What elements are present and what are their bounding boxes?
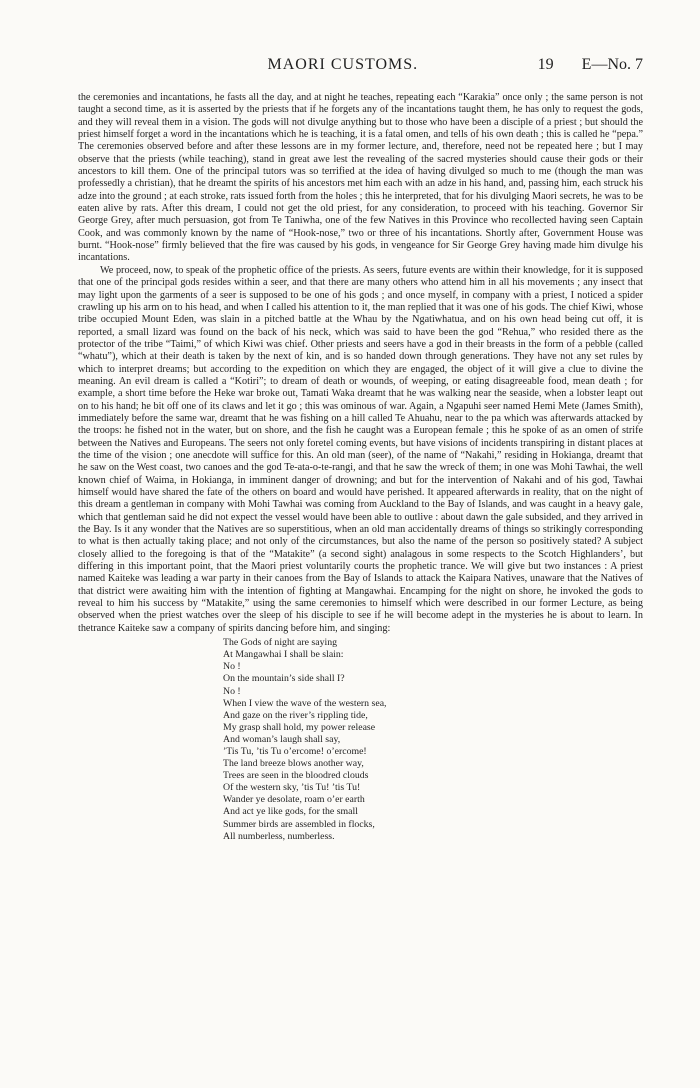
poem-line: Trees are seen in the bloodred clouds — [223, 770, 369, 782]
poem-line: And gaze on the river’s rippling tide, — [223, 709, 368, 721]
page-header — [78, 56, 643, 80]
poem-line: At Mangawhai I shall be slain: — [223, 649, 344, 661]
poem-line: No ! — [223, 661, 241, 673]
page-number: 19 — [537, 56, 554, 73]
poem-line: All numberless, numberless. — [223, 830, 335, 842]
body-text — [78, 92, 643, 635]
poem-line: Wander ye desolate, roam o’er earth — [223, 794, 365, 806]
poem-line: Summer birds are assembled in flocks, — [223, 818, 375, 830]
poem-line: Of the western sky, ’tis Tu! ’tis Tu! — [223, 782, 361, 794]
poem-line: No ! — [223, 685, 241, 697]
poem-line: And woman’s laugh shall say, — [223, 733, 341, 745]
poem-line: When I view the wave of the western sea, — [223, 697, 387, 709]
header-right — [538, 56, 643, 74]
poem-line: The land breeze blows another way, — [223, 758, 364, 770]
chant-poem — [223, 637, 643, 843]
paper-reference: E—No. 7 — [581, 56, 643, 73]
paragraph-2: We proceed, now, to speak of the prophetic office of the priests. As seers, future events are within their knowledge, for it is supposed that one of the principal gods resides within a seer, and that there are many others who attend him in all his movements ; any insect that may light upon the garments of a seer is supposed to be one of his gods ; and once myself, in company with a priest, I noticed a spider crawling up his arm on to his head, and when I called his attention to it, the man replied that it was one of his gods. The chief Kiwi, whose tribe occupied Mount Eden, was slain in a pitched battle at the Whau by the Ngatiwhatua, and on his own head being cut off, it is reported, a small lizard was found on the back of his neck, which was said to have been the god “Rehua,” who resided there as the protector of the tribe “Taimi,” of which Kiwi was chief. Other priests and seers have a god in their breasts in the form of a pebble (called “whatu”), which at their death is taken by the next of kin, and is so handed down through generations. They have not any set rules by which to interpret dreams; but according to the expedition on which they are engaged, the object of it will give a clue to divine the meaning. An evil dream is called a “Kotiri”; to dream of death or wounds, of weeping, or eating disagreeable food, mean death ; for example, a short time before the Heke war broke out, Tamati Waka dreamt that he was walking near the seaside, when a lobster leapt out on to his hand; he bit off one of its claws and let it go ; this was ominous of war. Again, a Ngapuhi seer named Hemi Mete (James Smith), immediately before the same war, dreamt that he was fishing on a hill called Te Ahuahu, near to the pa which was afterwards attacked by the troops: he fished not in the water, but on shore, and the fish he caught was a European female ; this he spoke of as an omen of strife between the Natives and Europeans. The seers not only foretel coming events, but have visions of incidents transpiring in distant places at the time of the vision ; one anecdote will suffice for this. An old man (seer), of the name of “Nakahi,” residing in Hokianga, dreamt that he saw on the West coast, two canoes and the god Te-ata-o-te-rangi, and that he saw the wreck of them; in one was Mohi Tawhai, the well known chief of Waima, in Hokianga, in imminent danger of drowning; and but for the intervention of Nakahi and of his god, Tawhai himself would have shared the fate of the others on board and would have perished. It appeared afterwards in reality, that on the night of this dream a gentleman in company with Mohi Tawhai was coming from Auckland to the Bay of Islands, and was caught in a heavy gale, which that gentleman said he did not expect the vessel would have been able to outlive : about dawn the gale subsided, and they arrived in the Bay. Is it any wonder that the Natives are so superstitious, when an old man accidentally dreams of things so strikingly corresponding to what is then actually taking place; and not only of the circumstances, but also the name of the person so positively stated? A subject closely allied to the foregoing is that of the “Matakite” (a second sight) analagous in some respects to the Scotch Highlanders’, but differing in this important point, that the Maori priest voluntarily courts the prophetic trance. We will give but two instances : A priest named Kaiteke was leading a war party in their canoes from the Bay of Islands to attack the Kaipara Natives, unaware that the Natives of that district were awaiting him with the intention of fighting at Mangawhai. Encamping for the night on shore, he invoked the gods to reveal to him his success by “Matakite,” using the same ceremonies to himself which were described in our former Lecture, as being observed when the priest watches over the sleep of his disciple to see if he will become adept in the mysteries he is about to learn. In thetrance Kaiteke saw a company of spirits dancing before him, and singing: — [78, 264, 643, 634]
document-page — [78, 56, 643, 843]
poem-line: The Gods of night are saying — [223, 637, 337, 649]
poem-line: My grasp shall hold, my power release — [223, 721, 376, 733]
poem-line: And act ye like gods, for the small — [223, 806, 358, 818]
poem-line: ’Tis Tu, ’tis Tu o’ercome! o’ercome! — [223, 745, 367, 757]
poem-line: On the mountain’s side shall I? — [223, 673, 345, 685]
running-title: MAORI CUSTOMS. — [267, 56, 419, 73]
paragraph-1: the ceremonies and incantations, he fasts all the day, and at night he teaches, repeating each “Karakia” once only ; the same person is not taught a second time, as it is asserted by the priests that if he forgets any of the incantations taught them, he has only to request the gods, and they will reveal them in a vision. The gods will not divulge anything but to those who have been a disciple of a priest ; but should the priest himself forget a word in the incantations which he is teaching, it is a fatal omen, and tells of his own death ; this is called he “pepa.” The ceremonies observed before and after these lessons are in my former lecture, and, therefore, need not be repeated here ; but I may observe that the priests (while teaching), stand in great awe lest the revealing of the sacred mysteries should cause their gods or their ancestors to kill them. One of the principal tutors was so terrified at the idea of having divulged so much to me (though the man was professedly a christian), that he dreamt the spirits of his ancestors met him each with an adze in his hand, and, passing him, each struck his adze into the ground ; at each stroke, rats issued forth from the holes ; this he interpreted, that for his divulging Maori secrets, he was to be eaten alive by rats. After this dream, I could not get the old priest, for any consideration, to proceed with his teaching. Governor Sir George Grey, after much persuasion, got from Te Taniwha, one of the few Natives in this Province who recollected having seen Captain Cook, and was commonly known by the name of “Hook-nose,” two or three of his incantations. Shortly after, Government House was burnt. “Hook-nose” firmly believed that the fire was caused by his gods, in vengeance for Sir George Grey having made him divulge his incantations. — [78, 92, 643, 264]
